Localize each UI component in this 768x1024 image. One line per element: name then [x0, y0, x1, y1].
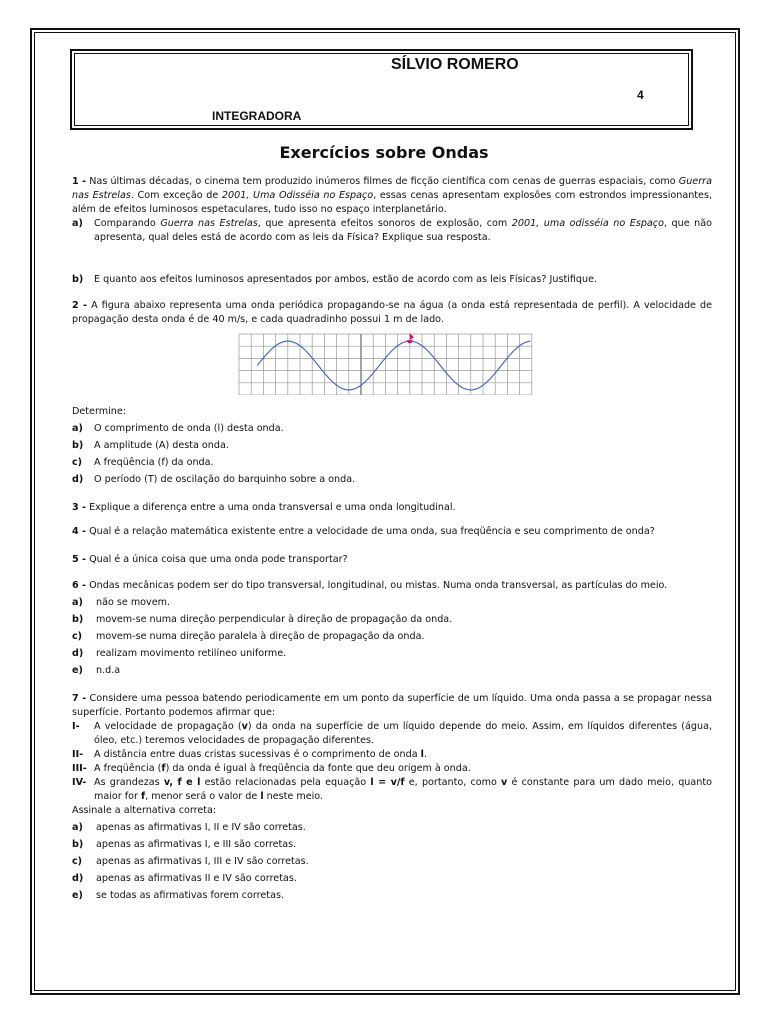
question-1 [72, 175, 712, 217]
q7-option-text: apenas as afirmativas I, e III são corretas. [96, 839, 297, 850]
q1-item-a [72, 217, 712, 245]
q7-iv-t5: , menor será o valor de [145, 791, 261, 802]
q7-iv-b1: v, f e l [163, 777, 201, 788]
q2-option-label: d) [72, 474, 84, 485]
q7-iv-b4: f [141, 791, 146, 802]
q7-iv-t2: estão relacionadas pela equação [200, 777, 371, 788]
q7-text: Considere uma pessoa batendo periodicamente em um ponto da superfície de um líquido. Uma onda passa a se propagar nessa superfície. Portanto podemos afirmar que: [72, 693, 712, 718]
q6-option-e [72, 664, 712, 678]
q2-option-text: O período (T) de oscilação do barquinho sobre a onda. [94, 474, 356, 485]
q7-option-label: e) [72, 890, 83, 901]
q7-option-label: a) [72, 822, 83, 833]
q6-items [72, 596, 712, 678]
q7-iv-label: IV- [72, 777, 87, 788]
q6-option-text: não se movem. [96, 597, 171, 608]
question-6 [72, 579, 712, 593]
q6-option-a [72, 596, 712, 610]
q1-a-t2: , que apresenta efeitos sonoros de explosão, com [257, 218, 512, 229]
question-2 [72, 299, 712, 327]
q7-option-label: b) [72, 839, 84, 850]
q1-a-text [94, 217, 712, 245]
q7-iv-t1: As grandezas [94, 777, 164, 788]
q5-text: Qual é a única coisa que uma onda pode transportar? [89, 554, 348, 565]
q1-film-2: 2001, Uma Odisséia no Espaço [221, 190, 374, 201]
q7-iv-text [94, 776, 712, 804]
q1-b-label: b) [72, 274, 84, 285]
q7-iii-label: III- [72, 763, 87, 774]
q7-option-b [72, 838, 712, 852]
q7-ii-label: II- [72, 749, 84, 760]
header-box-inner [74, 53, 689, 126]
q7-option-text: apenas as afirmativas II e IV são corretas. [96, 873, 297, 884]
q6-option-text: n.d.a [96, 665, 121, 676]
q7-iii-text [94, 762, 712, 776]
exercise-content [72, 175, 712, 903]
q1-a-t3: , que não apresenta, qual deles está de acordo com as leis da Física? Explique sua resposta. [94, 218, 712, 243]
q1-a-t1: Comparando [94, 218, 161, 229]
q7-ii-b1: l [420, 749, 424, 760]
q6-option-b [72, 613, 712, 627]
q7-statement-4 [72, 776, 712, 804]
q2-items [72, 422, 712, 487]
q2-option-d [72, 473, 712, 487]
q7-iv-t3: e, portanto, como [404, 777, 502, 788]
question-5 [72, 553, 712, 567]
q2-option-a [72, 422, 712, 436]
q1-a-label: a) [72, 218, 83, 229]
q2-option-label: c) [72, 457, 83, 468]
q2-option-text: A freqüência (f) da onda. [94, 457, 214, 468]
q7-option-c [72, 855, 712, 869]
q7-i-label: I- [72, 721, 80, 732]
q2-option-b [72, 439, 712, 453]
q7-statement-2 [72, 748, 712, 762]
q7-option-text: apenas as afirmativas I, III e IV são corretas. [96, 856, 309, 867]
q4-number: 4 - [72, 526, 86, 537]
q7-iv-b2: l = v/f [370, 777, 405, 788]
q4-text: Qual é a relação matemática existente entre a velocidade de uma onda, sua freqüência e seu comprimento de onda? [89, 526, 655, 537]
q7-iii-b1: f [161, 763, 166, 774]
q7-option-label: c) [72, 856, 83, 867]
q7-instruction: Assinale a alternativa correta: [72, 805, 217, 816]
q6-number: 6 - [72, 580, 86, 591]
q2-determine: Determine: [72, 406, 126, 417]
q7-ii-t2: . [423, 749, 428, 760]
q2-option-c [72, 456, 712, 470]
q6-option-c [72, 630, 712, 644]
q6-option-label: d) [72, 648, 84, 659]
q7-iii-t1: A freqüência ( [94, 763, 162, 774]
q7-option-text: apenas as afirmativas I, II e IV são corretas. [96, 822, 306, 833]
q7-option-text: se todas as afirmativas forem corretas. [96, 890, 285, 901]
q1-text-3: , essas cenas apresentam explosões com estrondos impressionantes, além de efeitos luminosos espetaculares, tudo isso no espaço interplanetário. [72, 190, 713, 215]
q6-option-text: realizam movimento retilíneo uniforme. [96, 648, 287, 659]
q7-option-d [72, 872, 712, 886]
q3-number: 3 - [72, 502, 86, 513]
q2-text: A figura abaixo representa uma onda periódica propagando-se na água (a onda está representada de perfil). A velocidade de propagação desta onda é de 40 m/s, e cada quadradinho possui 1 m de lado. [72, 300, 712, 325]
q2-number: 2 - [72, 300, 87, 311]
q6-option-text: movem-se numa direção paralela à direção de propagação da onda. [96, 631, 425, 642]
question-4 [72, 525, 712, 539]
q2-option-text: A amplitude (A) desta onda. [94, 440, 229, 451]
q7-items [72, 821, 712, 903]
q7-number: 7 - [72, 693, 87, 704]
q7-i-b1: v [241, 721, 248, 732]
subject-label: INTEGRADORA [212, 109, 302, 123]
wave-grid-figure [237, 333, 542, 395]
q2-option-label: a) [72, 423, 83, 434]
q1-item-b [72, 273, 712, 287]
q7-ii-t1: A distância entre duas cristas sucessivas é o comprimento de onda [94, 749, 421, 760]
q6-option-label: c) [72, 631, 83, 642]
q7-option-a [72, 821, 712, 835]
q7-iv-b5: l [260, 791, 264, 802]
q2-option-label: b) [72, 440, 84, 451]
q7-ii-text [94, 748, 712, 762]
q7-option-label: d) [72, 873, 84, 884]
q1-a-i1: Guerra nas Estrelas [160, 218, 258, 229]
q7-statement-3 [72, 762, 712, 776]
q5-number: 5 - [72, 554, 86, 565]
q1-film-1: Guerra nas Estrelas [72, 176, 712, 201]
q7-statement-1 [72, 720, 712, 748]
q1-a-i2: 2001, uma odisséia no Espaço [511, 218, 664, 229]
q6-option-text: movem-se numa direção perpendicular à direção de propagação da onda. [96, 614, 453, 625]
q1-text: Nas últimas décadas, o cinema tem produzido inúmeros filmes de ficção científica com cenas de guerras espaciais, como [89, 176, 679, 187]
q7-i-t1: A velocidade de propagação ( [94, 721, 242, 732]
q7-option-e [72, 889, 712, 903]
q3-text: Explique a diferença entre a uma onda transversal e uma onda longitudinal. [89, 502, 456, 513]
question-3 [72, 501, 712, 515]
question-7 [72, 692, 712, 720]
q1-text-2: . Com exceção de [130, 190, 222, 201]
q7-i-t2: ) da onda na superfície de um líquido depende do meio. Assim, em líquidos diferentes (água, óleo, etc.) teremos velocidades de propagação diferentes. [94, 721, 712, 746]
q6-option-label: e) [72, 665, 83, 676]
q1-b-text: E quanto aos efeitos luminosos apresentados por ambos, estão de acordo com as leis Físicas? Justifique. [94, 274, 598, 285]
q7-iv-b3: v [501, 777, 508, 788]
q6-option-label: b) [72, 614, 84, 625]
page-title: Exercícios sobre Ondas [279, 143, 489, 162]
school-name: SÍLVIO ROMERO [391, 56, 519, 73]
q6-option-d [72, 647, 712, 661]
q6-option-label: a) [72, 597, 83, 608]
q2-option-text: O comprimento de onda (l) desta onda. [94, 423, 284, 434]
q6-text: Ondas mecânicas podem ser do tipo transversal, longitudinal, ou mistas. Numa onda transversal, as partículas do meio. [89, 580, 668, 591]
q7-iii-t2: ) da onda é igual à freqüência da fonte que deu origem à onda. [165, 763, 471, 774]
q7-i-text [94, 720, 712, 748]
q7-iv-t4: é constante para um dado meio, quanto maior for [94, 777, 712, 802]
sheet-number: 4 [637, 88, 644, 102]
q1-number: 1 - [72, 176, 87, 187]
q7-iv-t6: neste meio. [263, 791, 324, 802]
